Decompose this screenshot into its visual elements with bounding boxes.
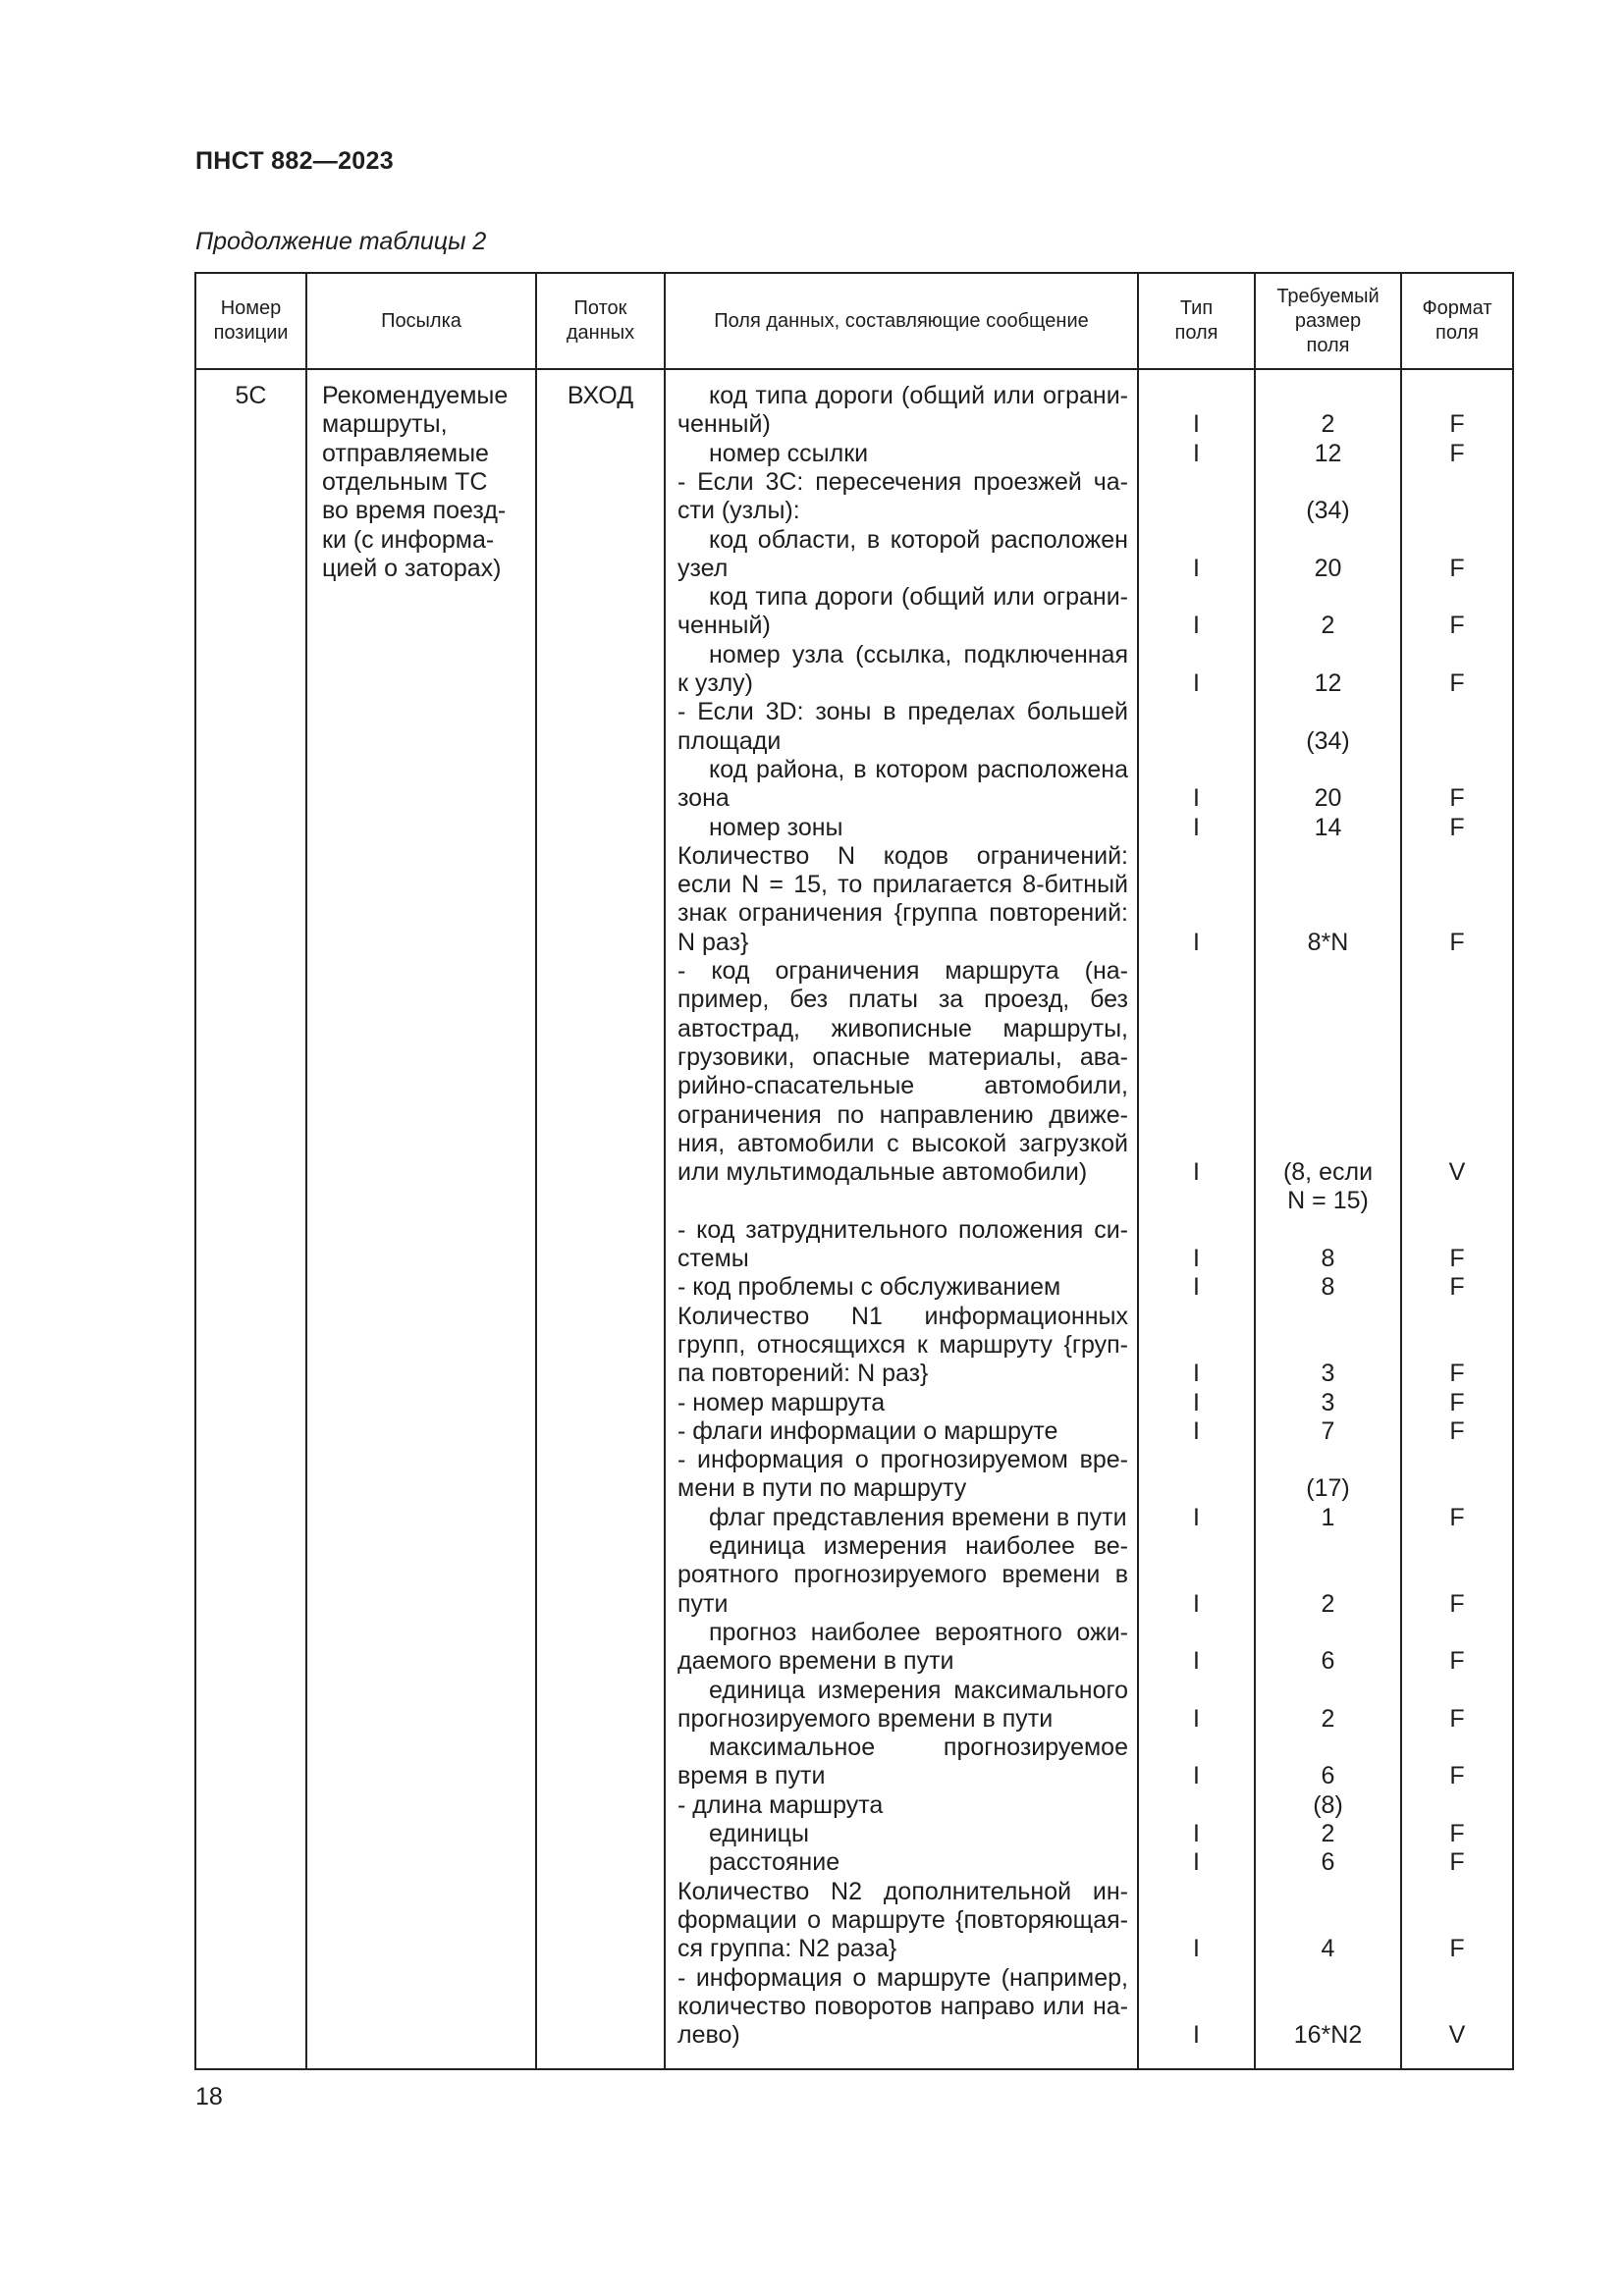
field-line: рийно-спасательные автомобили, — [677, 1072, 1128, 1100]
field-format: F — [1449, 410, 1465, 439]
field-line: Количество N2 дополнительной ин- — [677, 1877, 1128, 1905]
message-line: ки (с информа- — [322, 525, 495, 554]
field-type: I — [1193, 612, 1200, 640]
field-line: роятного прогнозируемого времени в — [677, 1561, 1128, 1589]
field-size: 1 — [1321, 1503, 1335, 1531]
field-size: 4 — [1321, 1935, 1335, 1963]
field-line: код области, в которой расположен — [709, 525, 1128, 554]
field-size: N = 15) — [1287, 1187, 1369, 1215]
field-line: флаг представления времени в пути — [709, 1503, 1127, 1531]
field-line: код типа дороги (общий или ограни- — [709, 382, 1128, 409]
field-line: - флаги информации о маршруте — [677, 1416, 1058, 1445]
field-line: Количество N1 информационных — [677, 1302, 1128, 1330]
field-type: I — [1193, 1158, 1200, 1187]
field-line: стемы — [677, 1245, 749, 1272]
field-line: - информация о прогнозируемом вре- — [677, 1446, 1128, 1474]
field-size: 8*N — [1307, 928, 1349, 956]
row-flow: ВХОД — [567, 382, 634, 409]
field-line: номер зоны — [709, 813, 843, 841]
field-line: - Если 3C: пересечения проезжей ча- — [677, 467, 1128, 496]
field-size: 12 — [1314, 439, 1342, 467]
field-type: I — [1193, 1820, 1200, 1847]
field-line: даемого времени в пути — [677, 1647, 954, 1676]
field-type: I — [1193, 1245, 1200, 1272]
field-format: F — [1449, 669, 1465, 697]
field-line: грузовики, опасные материалы, ава- — [677, 1042, 1128, 1071]
field-format: V — [1448, 1158, 1466, 1187]
field-line: код района, в котором расположена — [709, 755, 1128, 783]
header-type: Тип поля — [1174, 297, 1218, 344]
field-line: мени в пути по маршруту — [677, 1474, 967, 1503]
field-type: I — [1193, 1704, 1200, 1733]
field-type: I — [1193, 554, 1200, 582]
field-line: номер ссылки — [709, 439, 869, 467]
field-line: ченный) — [677, 410, 771, 439]
field-size: (34) — [1306, 726, 1350, 755]
field-line: ограничения по направлению движе- — [677, 1100, 1128, 1129]
field-type: I — [1193, 410, 1200, 439]
field-size: 14 — [1314, 813, 1342, 841]
field-format: F — [1449, 1589, 1465, 1618]
message-line: цией о заторах) — [322, 554, 502, 582]
field-size: 2 — [1321, 612, 1335, 640]
field-format: F — [1449, 1647, 1465, 1676]
field-line: N раз} — [677, 928, 749, 956]
message-line: Рекомендуемые — [322, 382, 509, 409]
field-line: единица измерения наиболее ве- — [709, 1532, 1128, 1560]
field-size: 3 — [1321, 1360, 1335, 1388]
field-format: F — [1449, 1360, 1465, 1388]
field-line: расстояние — [709, 1848, 840, 1877]
header-size: Требуемый размер поля — [1276, 285, 1380, 356]
field-line: ся группа: N2 раза} — [677, 1935, 897, 1963]
header-message: Посылка — [381, 309, 461, 332]
field-type: I — [1193, 1762, 1200, 1790]
field-type: I — [1193, 928, 1200, 956]
field-size: 16*N2 — [1293, 2021, 1363, 2050]
field-size: 3 — [1321, 1388, 1335, 1416]
field-line: или мультимодальные автомобили) — [677, 1158, 1088, 1187]
field-format: F — [1449, 1503, 1465, 1531]
field-format: F — [1449, 1935, 1465, 1963]
row-number: 5C — [235, 382, 267, 409]
field-line: узел — [677, 554, 729, 582]
field-type: I — [1193, 1647, 1200, 1676]
field-line: зона — [677, 784, 730, 813]
field-type: I — [1193, 813, 1200, 841]
message-line: отдельным ТС — [322, 467, 488, 496]
field-line: код типа дороги (общий или ограни- — [709, 583, 1128, 612]
field-line — [677, 1187, 1128, 1215]
page-number: 18 — [195, 2083, 223, 2110]
column-divider — [305, 274, 307, 2068]
field-format: V — [1448, 2021, 1466, 2050]
field-size: 2 — [1321, 1820, 1335, 1847]
field-size: 20 — [1314, 784, 1342, 813]
field-size: (17) — [1306, 1474, 1350, 1503]
field-line: - код проблемы с обслуживанием — [677, 1273, 1061, 1302]
field-format: F — [1449, 1388, 1465, 1416]
document-code: ПНСТ 882—2023 — [195, 147, 394, 175]
field-format: F — [1449, 1762, 1465, 1790]
field-format: F — [1449, 928, 1465, 956]
table-caption: Продолжение таблицы 2 — [195, 228, 487, 255]
field-line: пути — [677, 1589, 729, 1618]
header-fields: Поля данных, составляющие сообщение — [714, 309, 1089, 332]
field-type: I — [1193, 1935, 1200, 1963]
field-type: I — [1193, 2021, 1200, 2050]
field-type: I — [1193, 1503, 1200, 1531]
field-format: F — [1449, 1848, 1465, 1877]
field-type: I — [1193, 1388, 1200, 1416]
field-type: I — [1193, 1589, 1200, 1618]
field-size: 7 — [1321, 1416, 1335, 1445]
field-line: - код затруднительного положения си- — [677, 1215, 1128, 1244]
field-line: - информация о маршруте (например, — [677, 1963, 1128, 1992]
field-line: лево) — [677, 2021, 740, 2050]
message-line: во время поезд- — [322, 497, 507, 525]
header-number: Номер позиции — [213, 297, 289, 344]
field-size: 2 — [1321, 1704, 1335, 1733]
field-type: I — [1193, 1360, 1200, 1388]
field-type: I — [1193, 1848, 1200, 1877]
field-format: F — [1449, 554, 1465, 582]
data-table — [194, 272, 1514, 2070]
field-line: Количество N кодов ограничений: — [677, 841, 1128, 870]
field-size: (8, если — [1282, 1158, 1374, 1187]
field-line: прогнозируемого времени в пути — [677, 1704, 1054, 1733]
field-type: I — [1193, 1416, 1200, 1445]
field-line: к узлу) — [677, 669, 753, 697]
field-line: площади — [677, 726, 782, 755]
header-separator — [196, 368, 1512, 370]
field-format: F — [1449, 612, 1465, 640]
field-type: I — [1193, 439, 1200, 467]
message-line: маршруты, — [322, 410, 448, 439]
field-type: I — [1193, 669, 1200, 697]
field-line: номер узла (ссылка, подключенная — [709, 640, 1128, 668]
field-line: формации о маршруте {повторяющая- — [677, 1905, 1128, 1934]
field-line: групп, относящихся к маршруту {груп- — [677, 1330, 1128, 1359]
field-format: F — [1449, 784, 1465, 813]
field-line: если N = 15, то прилагается 8-битный — [677, 871, 1128, 899]
field-format: F — [1449, 439, 1465, 467]
field-type: I — [1193, 1273, 1200, 1302]
field-format: F — [1449, 1245, 1465, 1272]
field-size: 8 — [1321, 1273, 1335, 1302]
field-line: - номер маршрута — [677, 1388, 886, 1416]
field-line: ния, автомобили с высокой загрузкой — [677, 1129, 1128, 1157]
field-size: 2 — [1321, 1589, 1335, 1618]
column-divider — [664, 274, 666, 2068]
field-size: 20 — [1314, 554, 1342, 582]
field-line: максимальное прогнозируемое — [709, 1734, 1128, 1762]
field-line: прогноз наиболее вероятного ожи- — [709, 1618, 1128, 1646]
field-size: (8) — [1313, 1790, 1343, 1819]
field-line: - Если 3D: зоны в пределах большей — [677, 698, 1128, 726]
field-line: знак ограничения {группа повторений: — [677, 899, 1128, 928]
message-line: отправляемые — [322, 439, 489, 467]
field-size: 6 — [1321, 1848, 1335, 1877]
field-size: 8 — [1321, 1245, 1335, 1272]
field-format: F — [1449, 1820, 1465, 1847]
field-line: сти (узлы): — [677, 497, 800, 525]
field-line: единица измерения максимального — [709, 1676, 1128, 1704]
field-line: пример, без платы за проезд, без — [677, 986, 1128, 1014]
field-line: время в пути — [677, 1762, 826, 1790]
field-format: F — [1449, 813, 1465, 841]
field-line: па повторений: N раз} — [677, 1360, 929, 1388]
field-size: (34) — [1306, 497, 1350, 525]
field-line: автострад, живописные маршруты, — [677, 1014, 1128, 1042]
field-size: 12 — [1314, 669, 1342, 697]
field-line: количество поворотов направо или на- — [677, 1992, 1128, 2020]
header-format: Формат поля — [1422, 297, 1492, 344]
field-size: 6 — [1321, 1762, 1335, 1790]
field-format: F — [1449, 1416, 1465, 1445]
field-line: - код ограничения маршрута (на- — [677, 957, 1128, 985]
column-divider — [535, 274, 537, 2068]
field-line: ченный) — [677, 612, 771, 640]
field-format: F — [1449, 1704, 1465, 1733]
field-size: 6 — [1321, 1647, 1335, 1676]
field-format: F — [1449, 1273, 1465, 1302]
field-size: 2 — [1321, 410, 1335, 439]
field-type: I — [1193, 784, 1200, 813]
header-flow: Поток данных — [566, 297, 635, 344]
field-line: - длина маршрута — [677, 1790, 884, 1819]
field-line: единицы — [709, 1820, 809, 1847]
